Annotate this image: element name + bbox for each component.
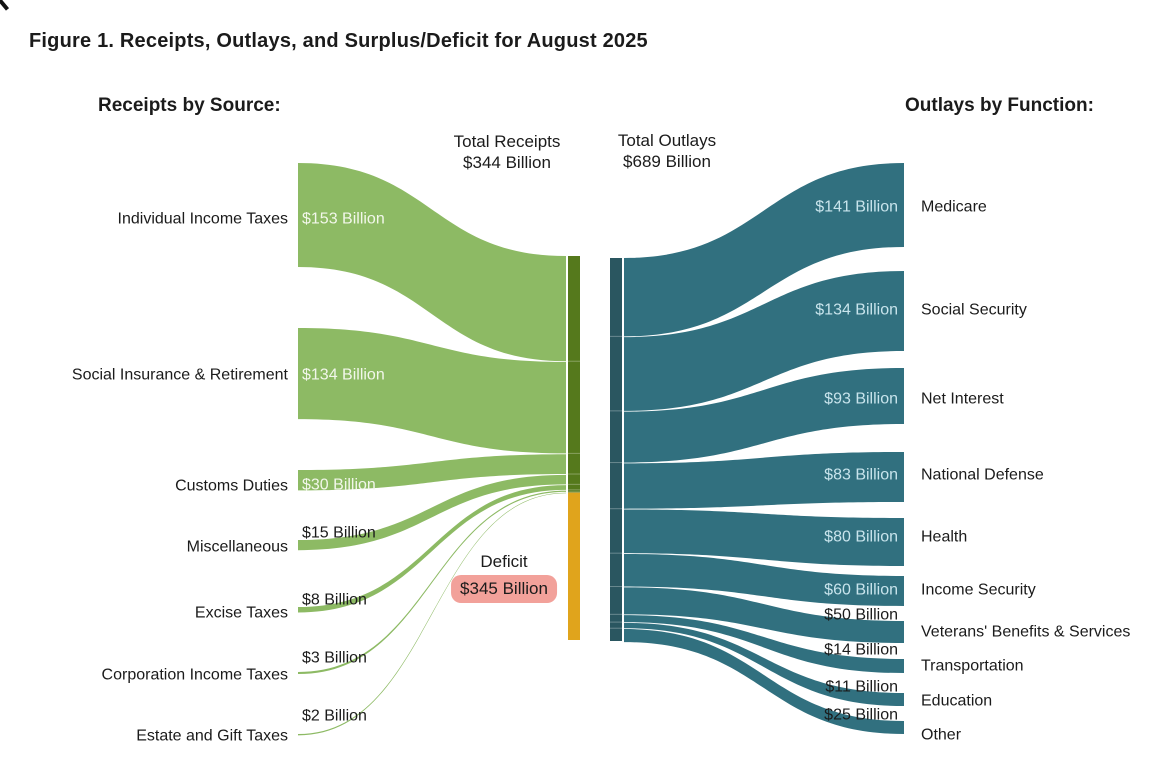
outlay-value-education: $11 Billion [825,678,898,696]
deficit-node-bar [568,493,580,640]
receipt-label-corporation-income-taxes: Corporation Income Taxes [101,666,288,684]
total-outlays-value: $689 Billion [623,152,711,171]
outlay-label-income-security: Income Security [921,581,1036,599]
total-outlays-label [618,130,716,172]
outlay-label-education: Education [921,692,993,710]
outlay-label-veterans-benefits-services: Veterans' Benefits & Services [921,623,1131,641]
outlay-value-medicare: $141 Billion [815,198,898,216]
outlay-value-other: $25 Billion [824,706,898,724]
receipt-value-estate-and-gift-taxes: $2 Billion [302,707,367,725]
total-receipts-title: Total Receipts [453,132,561,151]
outlay-label-national-defense: National Defense [921,466,1044,484]
outlay-label-medicare: Medicare [921,198,987,216]
receipt-value-miscellaneous: $15 Billion [302,524,376,542]
outlay-label-net-interest: Net Interest [921,390,1004,408]
outlay-value-income-security: $60 Billion [824,581,898,599]
outlay-value-veterans-benefits-services: $50 Billion [824,606,898,624]
receipt-label-individual-income-taxes: Individual Income Taxes [117,210,288,228]
total-receipts-label [454,131,561,173]
outlay-label-health: Health [921,528,968,546]
outlay-label-other: Other [921,726,962,744]
outlay-value-national-defense: $83 Billion [824,466,898,484]
receipt-value-corporation-income-taxes: $3 Billion [302,649,367,667]
receipts-node-bar [568,256,580,493]
receipts-section-header: Receipts by Source: [98,95,281,116]
outlay-label-transportation: Transportation [921,657,1024,675]
figure-title: Figure 1. Receipts, Outlays, and Surplus/Deficit for August 2025 [29,30,648,52]
outlays-node-bar [610,258,622,641]
receipt-label-customs-duties: Customs Duties [175,477,288,495]
deficit-label [451,552,557,603]
outlay-value-health: $80 Billion [824,528,898,546]
deficit-value-badge: $345 Billion [451,575,557,603]
outlay-value-social-security: $134 Billion [815,301,898,319]
receipt-label-miscellaneous: Miscellaneous [186,538,288,556]
outlay-label-social-security: Social Security [921,301,1027,319]
receipt-label-social-insurance-retirement: Social Insurance & Retirement [71,366,288,384]
outlays-section-header: Outlays by Function: [905,95,1094,116]
deficit-title: Deficit [480,552,528,571]
receipt-value-customs-duties: $30 Billion [302,476,376,494]
receipt-value-social-insurance-retirement: $134 Billion [302,366,385,384]
total-receipts-value: $344 Billion [463,153,551,172]
receipt-value-individual-income-taxes: $153 Billion [302,210,385,228]
outlay-value-transportation: $14 Billion [824,641,898,659]
receipt-label-excise-taxes: Excise Taxes [194,604,288,622]
receipt-value-excise-taxes: $8 Billion [302,591,367,609]
outlay-value-net-interest: $93 Billion [824,390,898,408]
receipt-label-estate-and-gift-taxes: Estate and Gift Taxes [136,727,288,745]
total-outlays-title: Total Outlays [617,131,717,150]
